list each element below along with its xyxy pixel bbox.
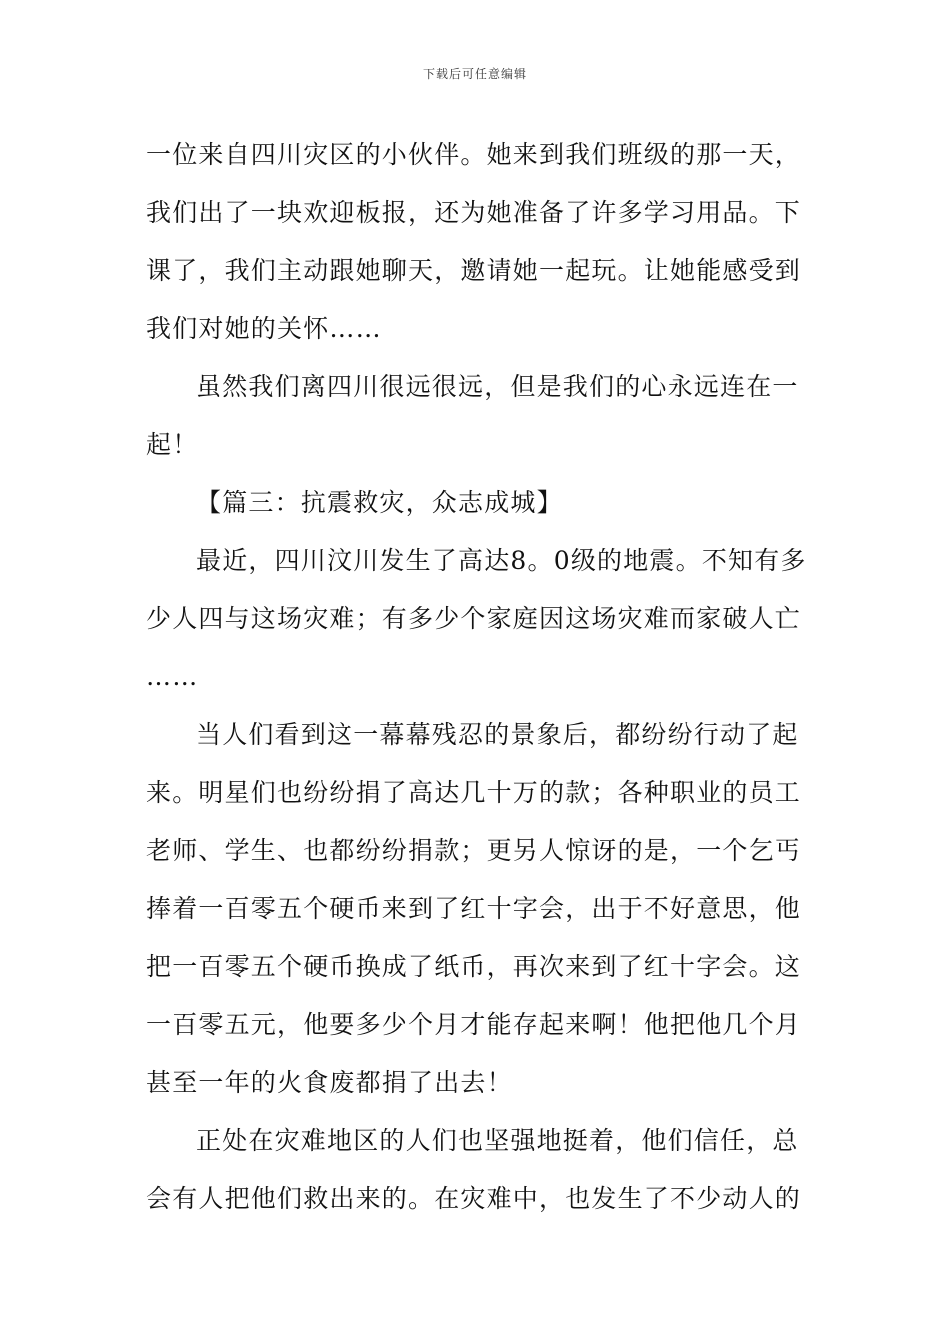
text-line: 一百零五元，他要多少个月才能存起来啊！他把他几个月	[146, 1010, 802, 1039]
document-body	[146, 126, 810, 1228]
text-line: 老师、学生、也都纷纷捐款；更另人惊讶的是，一个乞丐	[146, 836, 802, 865]
text-line: 我们出了一块欢迎板报，还为她准备了许多学习用品。下	[146, 198, 802, 227]
text-line: 我们对她的关怀……	[146, 314, 382, 343]
text-line: 课了，我们主动跟她聊天，邀请她一起玩。让她能感受到	[146, 256, 802, 285]
text-line: 少人四与这场灾难；有多少个家庭因这场灾难而家破人亡	[146, 604, 802, 633]
text-line: 当人们看到这一幕幕残忍的景象后，都纷纷行动了起	[196, 720, 799, 749]
text-line: 最近，四川汶川发生了高达8。0级的地震。不知有多	[196, 546, 807, 575]
text-line: 把一百零五个硬币换成了纸币，再次来到了红十字会。这	[146, 952, 802, 981]
text-line: 捧着一百零五个硬币来到了红十字会，出于不好意思，他	[146, 894, 802, 923]
text-line: 虽然我们离四川很远很远，但是我们的心永远连在一	[196, 372, 799, 401]
text-line: 会有人把他们救出来的。在灾难中，也发生了不少动人的	[146, 1184, 802, 1213]
page-header: 下载后可任意编辑	[422, 67, 527, 81]
text-line: 正处在灾难地区的人们也坚强地挺着，他们信任，总	[196, 1126, 799, 1155]
text-line: 一位来自四川灾区的小伙伴。她来到我们班级的那一天，	[146, 140, 802, 169]
section-heading: 【篇三：抗震救灾，众志成城】	[196, 488, 563, 517]
text-line: ……	[146, 662, 199, 691]
text-line: 起！	[146, 430, 199, 459]
text-line: 甚至一年的火食废都捐了出去！	[146, 1068, 513, 1097]
text-line: 来。明星们也纷纷捐了高达几十万的款；各种职业的员工	[146, 778, 802, 807]
